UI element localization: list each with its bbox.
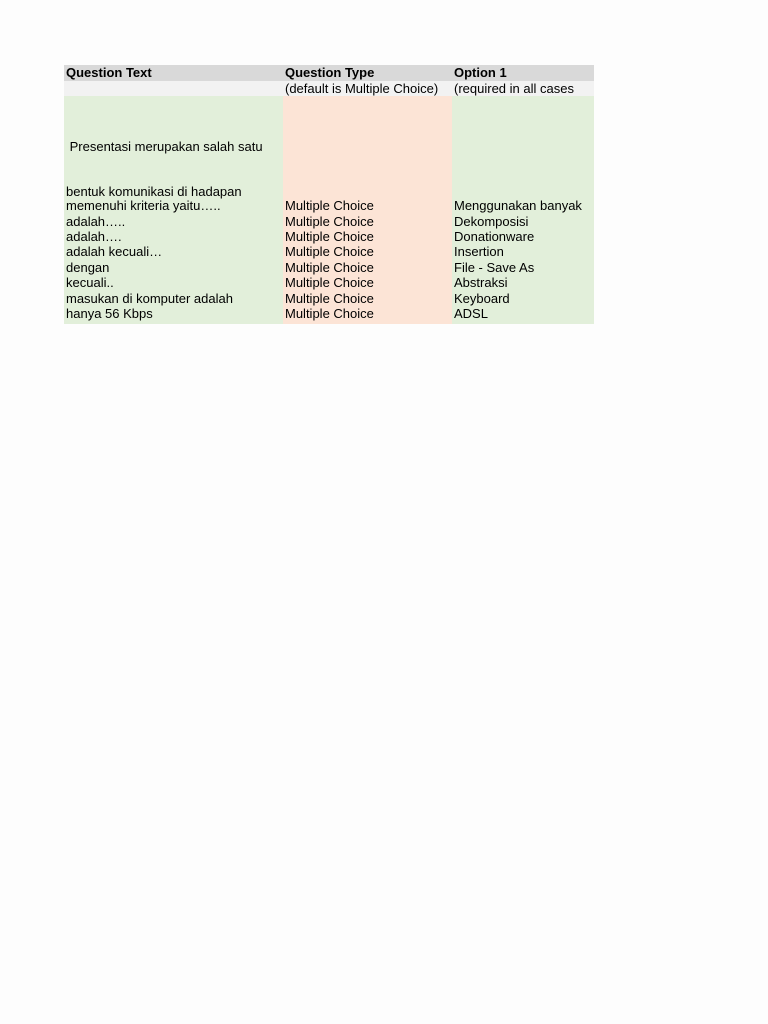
question-cell[interactable]: kecuali..: [66, 275, 114, 290]
subheader-question-type[interactable]: (default is Multiple Choice): [285, 81, 439, 96]
type-cell[interactable]: Multiple Choice: [285, 244, 374, 259]
option-cell[interactable]: Donationware: [454, 229, 535, 244]
question-cell[interactable]: dengan: [66, 260, 110, 275]
subheader-question-text[interactable]: [64, 73, 283, 96]
type-cell[interactable]: Multiple Choice: [285, 260, 374, 275]
question-cell[interactable]: adalah….: [66, 229, 122, 244]
question-line: bentuk komunikasi di hadapan: [66, 184, 242, 199]
header-question-text[interactable]: Question Text: [66, 65, 152, 80]
option-cell[interactable]: Abstraksi: [454, 275, 508, 290]
subheader-option-1[interactable]: (required in all cases: [454, 81, 574, 96]
option-cell[interactable]: Keyboard: [454, 291, 510, 306]
type-cell[interactable]: Multiple Choice: [285, 214, 374, 229]
header-question-type[interactable]: Question Type: [285, 65, 375, 80]
option-cell[interactable]: Insertion: [454, 244, 504, 259]
type-cell[interactable]: Multiple Choice: [285, 291, 374, 306]
question-cell-1-wrapped[interactable]: [64, 108, 283, 199]
question-cell[interactable]: masukan di komputer adalah: [66, 291, 233, 306]
question-cell[interactable]: adalah kecuali…: [66, 244, 163, 259]
question-cell[interactable]: hanya 56 Kbps: [66, 306, 153, 321]
type-cell[interactable]: Multiple Choice: [285, 198, 374, 213]
header-option-1[interactable]: Option 1: [454, 65, 507, 80]
question-cell[interactable]: memenuhi kriteria yaitu…..: [66, 198, 221, 213]
type-cell[interactable]: Multiple Choice: [285, 229, 374, 244]
option-cell[interactable]: File - Save As: [454, 260, 535, 275]
option-cell[interactable]: ADSL: [454, 306, 488, 321]
question-line: Presentasi merupakan salah satu: [66, 138, 263, 154]
option-cell[interactable]: Menggunakan banyak: [454, 198, 582, 213]
type-cell[interactable]: Multiple Choice: [285, 306, 374, 321]
question-cell[interactable]: adalah…..: [66, 214, 126, 229]
type-cell[interactable]: Multiple Choice: [285, 275, 374, 290]
option-cell[interactable]: Dekomposisi: [454, 214, 529, 229]
